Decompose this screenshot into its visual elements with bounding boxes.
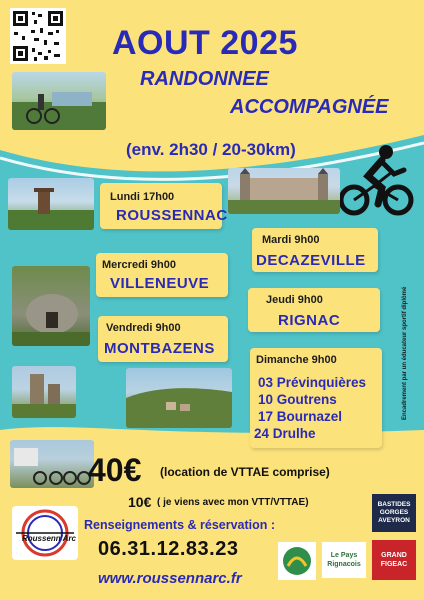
photo-bikers-lake [12, 72, 106, 130]
day-label: Vendredi 9h00 [106, 322, 181, 334]
bastides-line3: AVEYRON [378, 517, 410, 524]
list-item: 24 Drulhe [254, 426, 316, 441]
photo-bike-rental [10, 440, 94, 488]
duration-text: (env. 2h30 / 20-30km) [126, 140, 296, 159]
page-title: AOUT 2025 [112, 24, 298, 62]
day-label: Mardi 9h00 [262, 234, 320, 246]
bastides-line2: GORGES [379, 509, 409, 516]
card-sunday [250, 348, 382, 448]
side-note: Encadrement par un éducateur sportif diplômé [402, 286, 408, 420]
roussenn-arc-text: Roussenn'Arc [22, 534, 76, 543]
pays-line1: Le Pays [330, 552, 358, 559]
photo-stone-hut [12, 266, 90, 346]
bastides-line1: BASTIDES [377, 501, 411, 508]
list-item: 03 Prévinquières [258, 375, 367, 390]
card-wednesday [96, 253, 228, 297]
website-link[interactable]: www.roussennarc.fr [98, 570, 242, 587]
day-label: Lundi 17h00 [110, 191, 175, 203]
figeac-line1: GRAND [381, 552, 407, 559]
info-label: Renseignements & réservation : [84, 518, 276, 532]
subtitle-line2: ACCOMPAGNÉE [230, 96, 389, 118]
card-monday [100, 183, 228, 229]
figeac-line2: FIGEAC [380, 561, 408, 568]
roussenn-arc-logo [12, 506, 78, 560]
card-thursday [248, 288, 380, 332]
sunday-list [254, 374, 367, 442]
day-label: Jeudi 9h00 [266, 294, 323, 306]
town-label: VILLENEUVE [110, 275, 210, 292]
decazeville-logo [278, 542, 316, 580]
main-price-note: (location de VTTAE comprise) [160, 465, 330, 479]
alt-price-note: ( je viens avec mon VTT/VTTAE) [157, 497, 309, 508]
list-item: 10 Goutrens [258, 392, 337, 407]
phone-number[interactable]: 06.31.12.83.23 [98, 538, 239, 560]
bastides-gorges-logo [372, 494, 416, 532]
day-label: Mercredi 9h00 [102, 259, 176, 271]
card-tuesday [252, 228, 378, 272]
pays-rignacois-logo [322, 542, 366, 578]
qr-code[interactable] [10, 8, 66, 64]
town-label: ROUSSENNAC [116, 207, 228, 224]
subtitle-line1: RANDONNEE [140, 68, 269, 90]
town-label: DECAZEVILLE [256, 252, 366, 269]
pays-line2: Rignacois [327, 561, 361, 568]
photo-valley-village [126, 368, 232, 428]
grand-figeac-logo [372, 540, 416, 580]
cyclist-icon [338, 140, 416, 220]
town-label: RIGNAC [278, 312, 341, 329]
main-price: 40€ [88, 452, 142, 488]
list-item: 17 Bournazel [258, 409, 343, 424]
day-label: Dimanche 9h00 [256, 354, 337, 366]
card-friday [98, 316, 228, 362]
town-label: MONTBAZENS [104, 340, 215, 357]
photo-tower [8, 178, 94, 230]
alt-price: 10€ [128, 494, 152, 510]
photo-ruins [12, 366, 76, 418]
photo-castle [228, 168, 340, 214]
